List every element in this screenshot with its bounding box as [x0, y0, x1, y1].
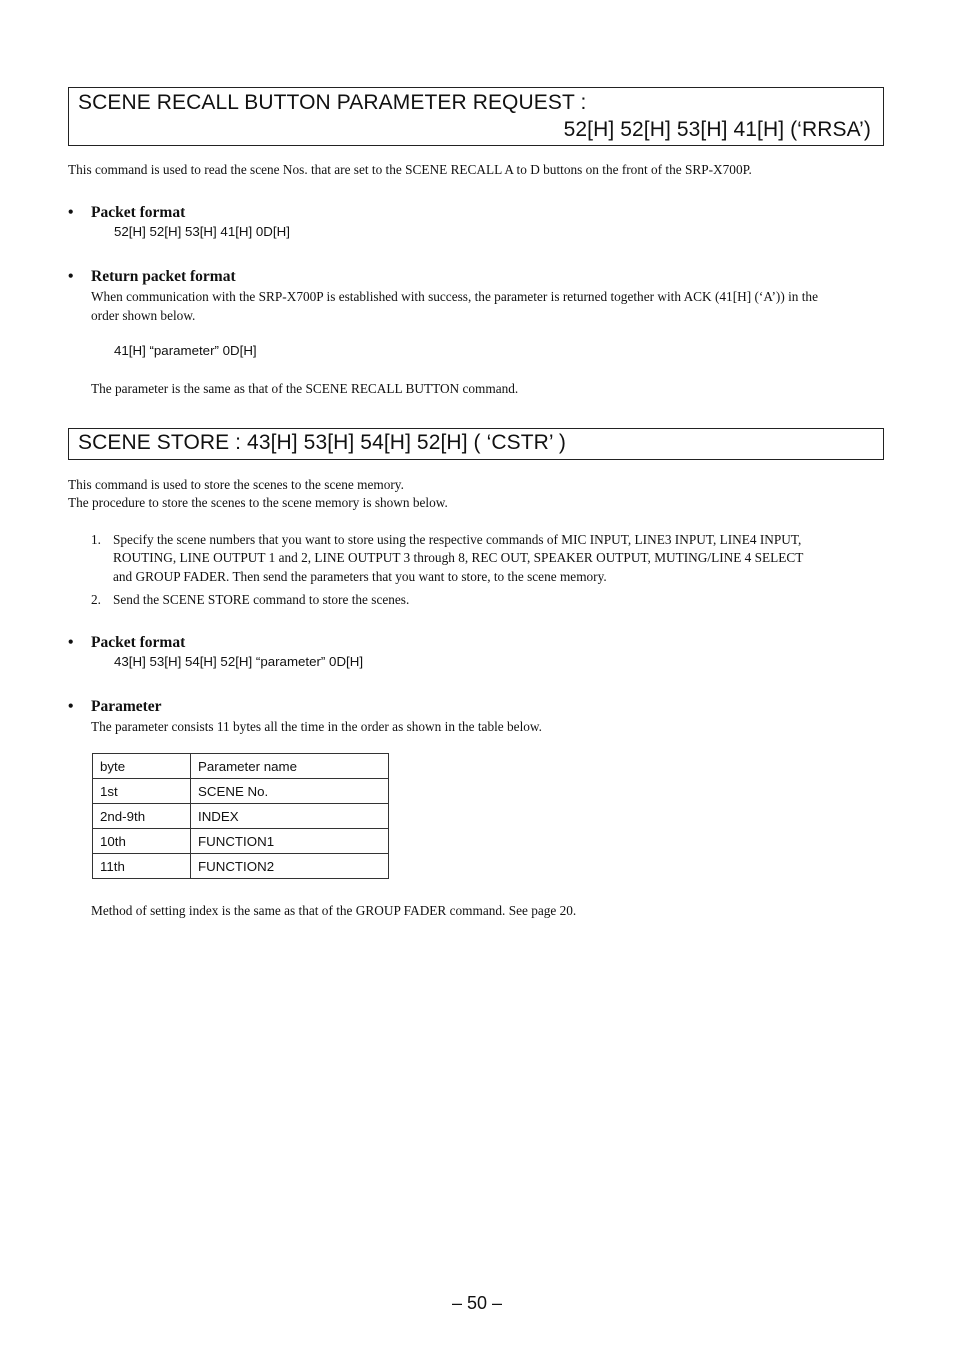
- step-number: 2.: [91, 592, 101, 607]
- table-cell: FUNCTION1: [191, 829, 389, 854]
- table-row: [93, 804, 389, 829]
- packet-format-code: 52[H] 52[H] 53[H] 41[H] 0D[H]: [114, 224, 290, 239]
- table-header-row: [93, 754, 389, 779]
- bullet-icon: •: [68, 634, 74, 651]
- table-cell: 2nd-9th: [93, 804, 191, 829]
- table-row: [93, 779, 389, 804]
- return-packet-desc-line1: When communication with the SRP-X700P is established with success, the parameter is returned together with ACK (41[H] (‘A’)) in the: [91, 289, 818, 304]
- section2-intro-line1: This command is used to store the scenes to the scene memory.: [68, 477, 404, 492]
- section2-intro-line2: The procedure to store the scenes to the scene memory is shown below.: [68, 495, 448, 510]
- packet-format-heading: Packet format: [91, 634, 186, 651]
- step-text-line: Specify the scene numbers that you want to store using the respective commands of MIC INPUT, LINE3 INPUT, LINE4 INPUT,: [113, 532, 802, 547]
- section-title: SCENE STORE : 43[H] 53[H] 54[H] 52[H] ( ‘CSTR’ ): [78, 431, 566, 454]
- parameter-heading: Parameter: [91, 698, 162, 715]
- parameter-note: Method of setting index is the same as that of the GROUP FADER command. See page 20.: [91, 903, 577, 918]
- packet-format-heading: Packet format: [91, 204, 186, 221]
- step-text-line: Send the SCENE STORE command to store the scenes.: [113, 592, 410, 607]
- return-packet-desc-line2: order shown below.: [91, 308, 196, 323]
- bullet-icon: •: [68, 268, 74, 285]
- table-cell: 1st: [93, 779, 191, 804]
- step-text-line: ROUTING, LINE OUTPUT 1 and 2, LINE OUTPUT 3 through 8, REC OUT, SPEAKER OUTPUT, MUTING/LINE 4 SELECT: [113, 550, 804, 565]
- table-cell: 11th: [93, 854, 191, 879]
- table-cell: SCENE No.: [191, 779, 389, 804]
- page-number: – 50 –: [451, 1293, 503, 1313]
- table-cell: FUNCTION2: [191, 854, 389, 879]
- section1-intro: This command is used to read the scene Nos. that are set to the SCENE RECALL A to D buttons on the front of the SRP-X700P.: [68, 162, 752, 177]
- bullet-icon: •: [68, 698, 74, 715]
- table-row: [93, 829, 389, 854]
- section-title-box-scene-store: [68, 428, 884, 460]
- packet-format-code: 43[H] 53[H] 54[H] 52[H] “parameter” 0D[H]: [114, 654, 364, 669]
- return-packet-note: The parameter is the same as that of the SCENE RECALL BUTTON command.: [91, 381, 519, 396]
- section-title-line2: 52[H] 52[H] 53[H] 41[H] (‘RRSA’): [563, 118, 871, 141]
- parameter-table: [92, 753, 389, 879]
- step-number: 1.: [91, 532, 101, 547]
- return-packet-format-heading: Return packet format: [91, 268, 236, 285]
- table-header-cell: byte: [93, 754, 191, 779]
- return-packet-code: 41[H] “parameter” 0D[H]: [114, 343, 257, 358]
- section-title-box-scene-recall: [68, 87, 884, 146]
- bullet-icon: •: [68, 204, 74, 221]
- table-cell: INDEX: [191, 804, 389, 829]
- table-row: [93, 854, 389, 879]
- table-header-cell: Parameter name: [191, 754, 389, 779]
- step-text-line: and GROUP FADER. Then send the parameters that you want to store, to the scene memory.: [113, 569, 607, 584]
- section-title-line1: SCENE RECALL BUTTON PARAMETER REQUEST :: [78, 91, 587, 114]
- table-cell: 10th: [93, 829, 191, 854]
- parameter-desc: The parameter consists 11 bytes all the time in the order as shown in the table below.: [91, 719, 542, 734]
